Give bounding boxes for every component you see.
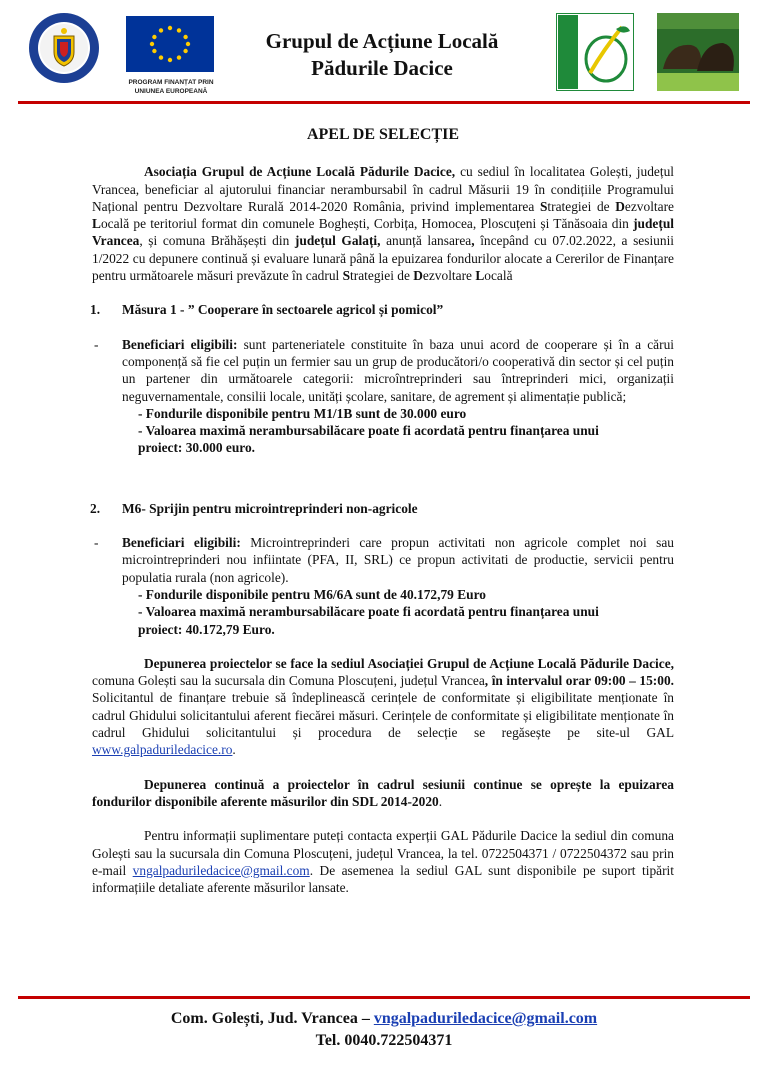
measure-1-number: 1. <box>90 302 101 318</box>
intro-bold-d1: D <box>615 198 625 214</box>
intro-text-10: ocală <box>484 268 513 284</box>
measure-1-heading <box>92 301 674 318</box>
spacer <box>92 810 674 827</box>
eu-caption-line2: UNIUNEA EUROPEANĂ <box>134 88 208 95</box>
submission-paragraph <box>92 655 674 759</box>
intro-text-9: ezvoltare <box>422 268 476 284</box>
spacer <box>92 638 674 655</box>
spacer <box>92 483 674 500</box>
leader-logo <box>556 13 634 91</box>
romania-ministry-seal-logo <box>28 12 100 84</box>
footer-phone: Tel. 0040.722504371 <box>315 1032 453 1049</box>
intro-bold-l1: L <box>92 216 101 232</box>
document-body <box>92 126 674 896</box>
intro-text-1: cu sediul în localitatea Golești, județul Vrancea, beneficiar al ajutorului financiar nerambursabil în cadrul Măsurii 19 în condițiile Programului Național pentru Dezvoltare Rurală 2014-2020 România, privind implementarea <box>92 164 674 214</box>
measure-1-title: Măsura 1 - ” Cooperare în sectoarele agricol și pomicol” <box>122 302 444 318</box>
measure-1-beneficiaries-text: sunt parteneriatele constituite în baza unui acord de cooperare și în a cărui componență să fie cel puțin un fermier sau un grup de producători/o cooperativă din sector și cel puțin un partener din următoarele categorii: microîntreprinderi sau întreprinderi mici, organizații neguvernamentale, consilii locale, unități școlare, sanitare, de agrement și alimentație publică; <box>122 336 674 404</box>
eu-logo <box>126 16 216 95</box>
spacer <box>92 319 674 336</box>
eu-caption-line1: PROGRAM FINANȚAT PRIN <box>128 79 214 86</box>
eu-flag-icon <box>126 16 214 72</box>
info-text-1: Pentru informații suplimentare puteți contacta experții GAL Pădurile Dacice la sediul din comuna Golești sau la sucursala din Comuna Ploscuțeni, județul Vrancea, la tel. 0722504371 / 0722504372 sau prin e-mail <box>92 828 674 878</box>
intro-text-8: trategiei de <box>350 268 414 284</box>
measure-6-number: 2. <box>90 500 101 516</box>
intro-bold-s1: S <box>539 198 548 214</box>
intro-text-2: trategiei de <box>547 198 616 214</box>
intro-text-4: ocală pe teritoriul format din comunele Boghești, Corbița, Homocea, Ploscuțeni și Tănăsoaia din <box>100 216 634 232</box>
page-title <box>232 28 532 82</box>
submission-bold-1: Depunerea proiectelor se face la sediul Asociației Grupul de Acțiune Locală Pădurile Dacice, <box>144 655 674 671</box>
intro-county-galati: județul Galați, <box>294 233 381 249</box>
measure-6-beneficiaries <box>92 534 674 586</box>
spacer <box>92 759 674 776</box>
dash-bullet: - <box>94 535 99 551</box>
continuous-submission-paragraph <box>92 776 674 811</box>
intro-bold-s2: S <box>342 268 351 284</box>
submission-text-3: . <box>232 742 236 758</box>
document-heading: APEL DE SELECȚIE <box>306 126 460 143</box>
page-footer <box>0 1000 768 1052</box>
footer-address: Com. Golești, Jud. Vrancea – <box>170 1010 374 1027</box>
measure-6-max-value-text: - Valoarea maximă nerambursabilăcare poate fi acordată pentru finanțarea unui proiect: 40.172,79 Euro. <box>138 604 599 637</box>
title-line-1: Grupul de Acțiune Locală <box>265 29 499 53</box>
footer-address-line <box>0 1008 768 1030</box>
spacer <box>92 284 674 301</box>
intro-text-6: anunță lansarea <box>380 233 472 249</box>
measure-6-beneficiaries-label: Beneficiari eligibili: <box>122 535 241 551</box>
measure-6-max-value <box>92 603 674 638</box>
measure-1-beneficiaries-label: Beneficiari eligibili: <box>122 336 238 352</box>
info-paragraph <box>92 827 674 896</box>
intro-bold-l2: L <box>475 268 485 284</box>
measure-6-beneficiaries-text: Microintreprinderi care propun activitati non agricole complet noi sau microintreprinderi nou infiintate (PFA, II, SRL) ce propun activitati de productie, servicii pentru populatia rurala (non agricole). <box>122 535 675 585</box>
spacer <box>92 517 674 534</box>
intro-org-name: Asociația Grupul de Acțiune Locală Pădurile Dacice, <box>144 164 456 180</box>
intro-paragraph <box>92 163 674 284</box>
continuous-submission-end: . <box>438 793 443 809</box>
continuous-submission-text: Depunerea continuă a proiectelor în cadrul sesiunii continue se oprește la epuizarea fondurilor disponibile aferente măsurilor din SDL 2014-2020 <box>92 776 674 809</box>
intro-bold-d2: D <box>413 268 423 284</box>
measure-1-max-value <box>92 422 674 457</box>
footer-email-link[interactable]: vngalpaduriledacice@gmail.com <box>373 1010 598 1027</box>
header-divider <box>18 101 750 104</box>
page-header <box>0 0 768 100</box>
info-email-link[interactable]: vngalpaduriledacice@gmail.com <box>132 862 310 878</box>
submission-text-1: comuna Golești sau la sucursala din Comuna Ploscuțeni, județul Vrancea <box>92 673 485 689</box>
intro-bold-comma: , <box>471 233 475 249</box>
measure-6-funds-text: - Fondurile disponibile pentru M6/6A sunt de 40.172,79 Euro <box>138 586 486 602</box>
dash-bullet: - <box>94 336 99 352</box>
measure-6-funds <box>92 586 674 603</box>
gal-website-link[interactable]: www.galpaduriledacice.ro <box>92 742 233 758</box>
measure-1-funds-text: - Fondurile disponibile pentru M1/1B sunt de 30.000 euro <box>138 405 467 421</box>
intro-county-vrancea: județul Vrancea <box>92 216 674 249</box>
intro-text-5: , și comuna Brăhășești din <box>139 233 295 249</box>
measure-6-heading <box>92 500 674 517</box>
intro-text-3: ezvoltare <box>624 198 674 214</box>
gal-paduriledacice-logo <box>657 13 739 91</box>
measure-1-max-value-text: - Valoarea maximă nerambursabilăcare poate fi acordată pentru finanțarea unui proiect: 30.000 euro. <box>138 423 599 456</box>
title-line-2: Pădurile Dacice <box>311 56 453 80</box>
info-text-2: . De asemenea la sediul GAL sunt disponibile pe suport tipărit informațiile detaliate aferente măsurilor lansate. <box>92 862 674 896</box>
intro-text-7: începând cu 07.02.2022, a sesiunii 1/2022 cu depunere continuă și evaluare lunară până la epuizarea fondurilor alocate a Cererilor de Finanțare pentru următoarele măsuri prevăzute în cadrul <box>92 233 675 284</box>
submission-bold-2: , în intervalul orar 09:00 – 15:00. <box>484 673 675 689</box>
measure-6-title: M6- Sprijin pentru microintreprinderi non-agricole <box>122 500 418 516</box>
spacer <box>92 457 674 483</box>
measure-1-beneficiaries <box>92 336 674 405</box>
footer-divider <box>18 996 750 999</box>
measure-1-funds <box>92 405 674 422</box>
submission-text-2: Solicitantul de finanțare trebuie să îndeplinească cerințele de conformitate și eligibilitate menționate în cadrul Ghidului solicitantului aferent fiecărei măsuri. Cerințele de conformitate și eligibilitate menționate în cadrul Ghidului solicitantului și procedura de selecție se regăsește pe site-ul GAL <box>92 690 674 741</box>
